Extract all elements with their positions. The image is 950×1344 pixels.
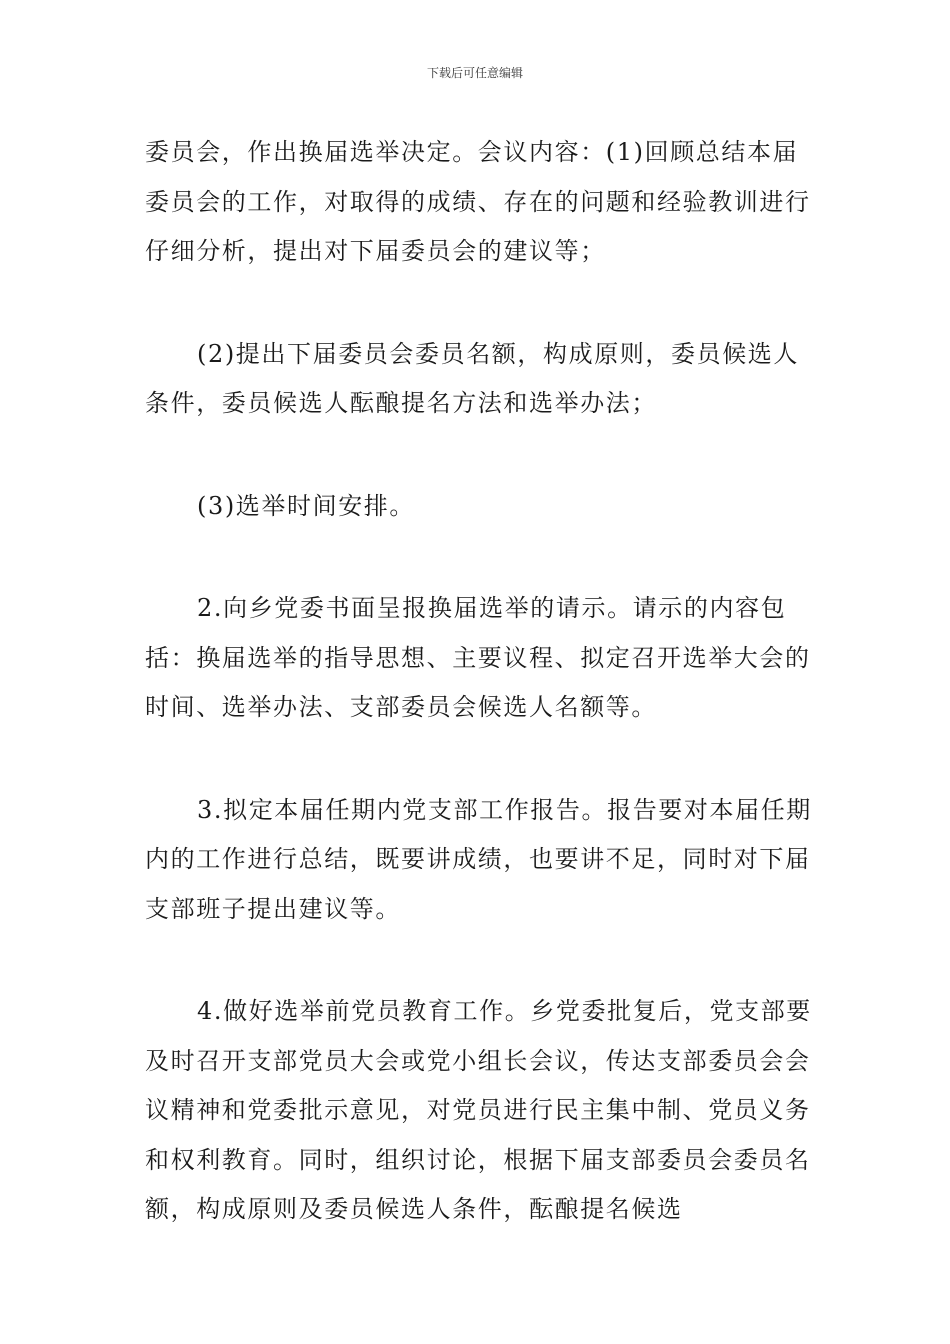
page-header-note: 下载后可任意编辑 [426, 66, 523, 80]
paragraph-section-2: 2.向乡党委书面呈报换届选举的请示。请示的内容包括：换届选举的指导思想、主要议程、拟定召开选举大会的时间、选举办法、支部委员会候选人名额等。 [145, 594, 811, 721]
paragraph-section-4: 4.做好选举前党员教育工作。乡党委批复后，党支部要及时召开支部党员大会或党小组长会议，传达支部委员会会议精神和党委批示意见，对党员进行民主集中制、党员义务和权利教育。同时，组织讨论，根据下届支部委员会委员名额，构成原则及委员候选人条件，酝酿提名候选 [145, 997, 812, 1223]
paragraph-item-2: (2)提出下届委员会委员名额，构成原则，委员候选人条件，委员候选人酝酿提名方法和选举办法； [145, 339, 799, 417]
document-body [145, 128, 815, 1288]
paragraph-item-3: (3)选举时间安排。 [197, 491, 415, 520]
paragraph-section-3: 3.拟定本届任期内党支部工作报告。报告要对本届任期内的工作进行总结，既要讲成绩，也要讲不足，同时对下届支部班子提出建议等。 [145, 795, 812, 923]
paragraph-meeting-content: 委员会，作出换届选举决定。会议内容：(1)回顾总结本届委员会的工作，对取得的成绩、存在的问题和经验教训进行仔细分析，提出对下届委员会的建议等； [145, 138, 811, 265]
